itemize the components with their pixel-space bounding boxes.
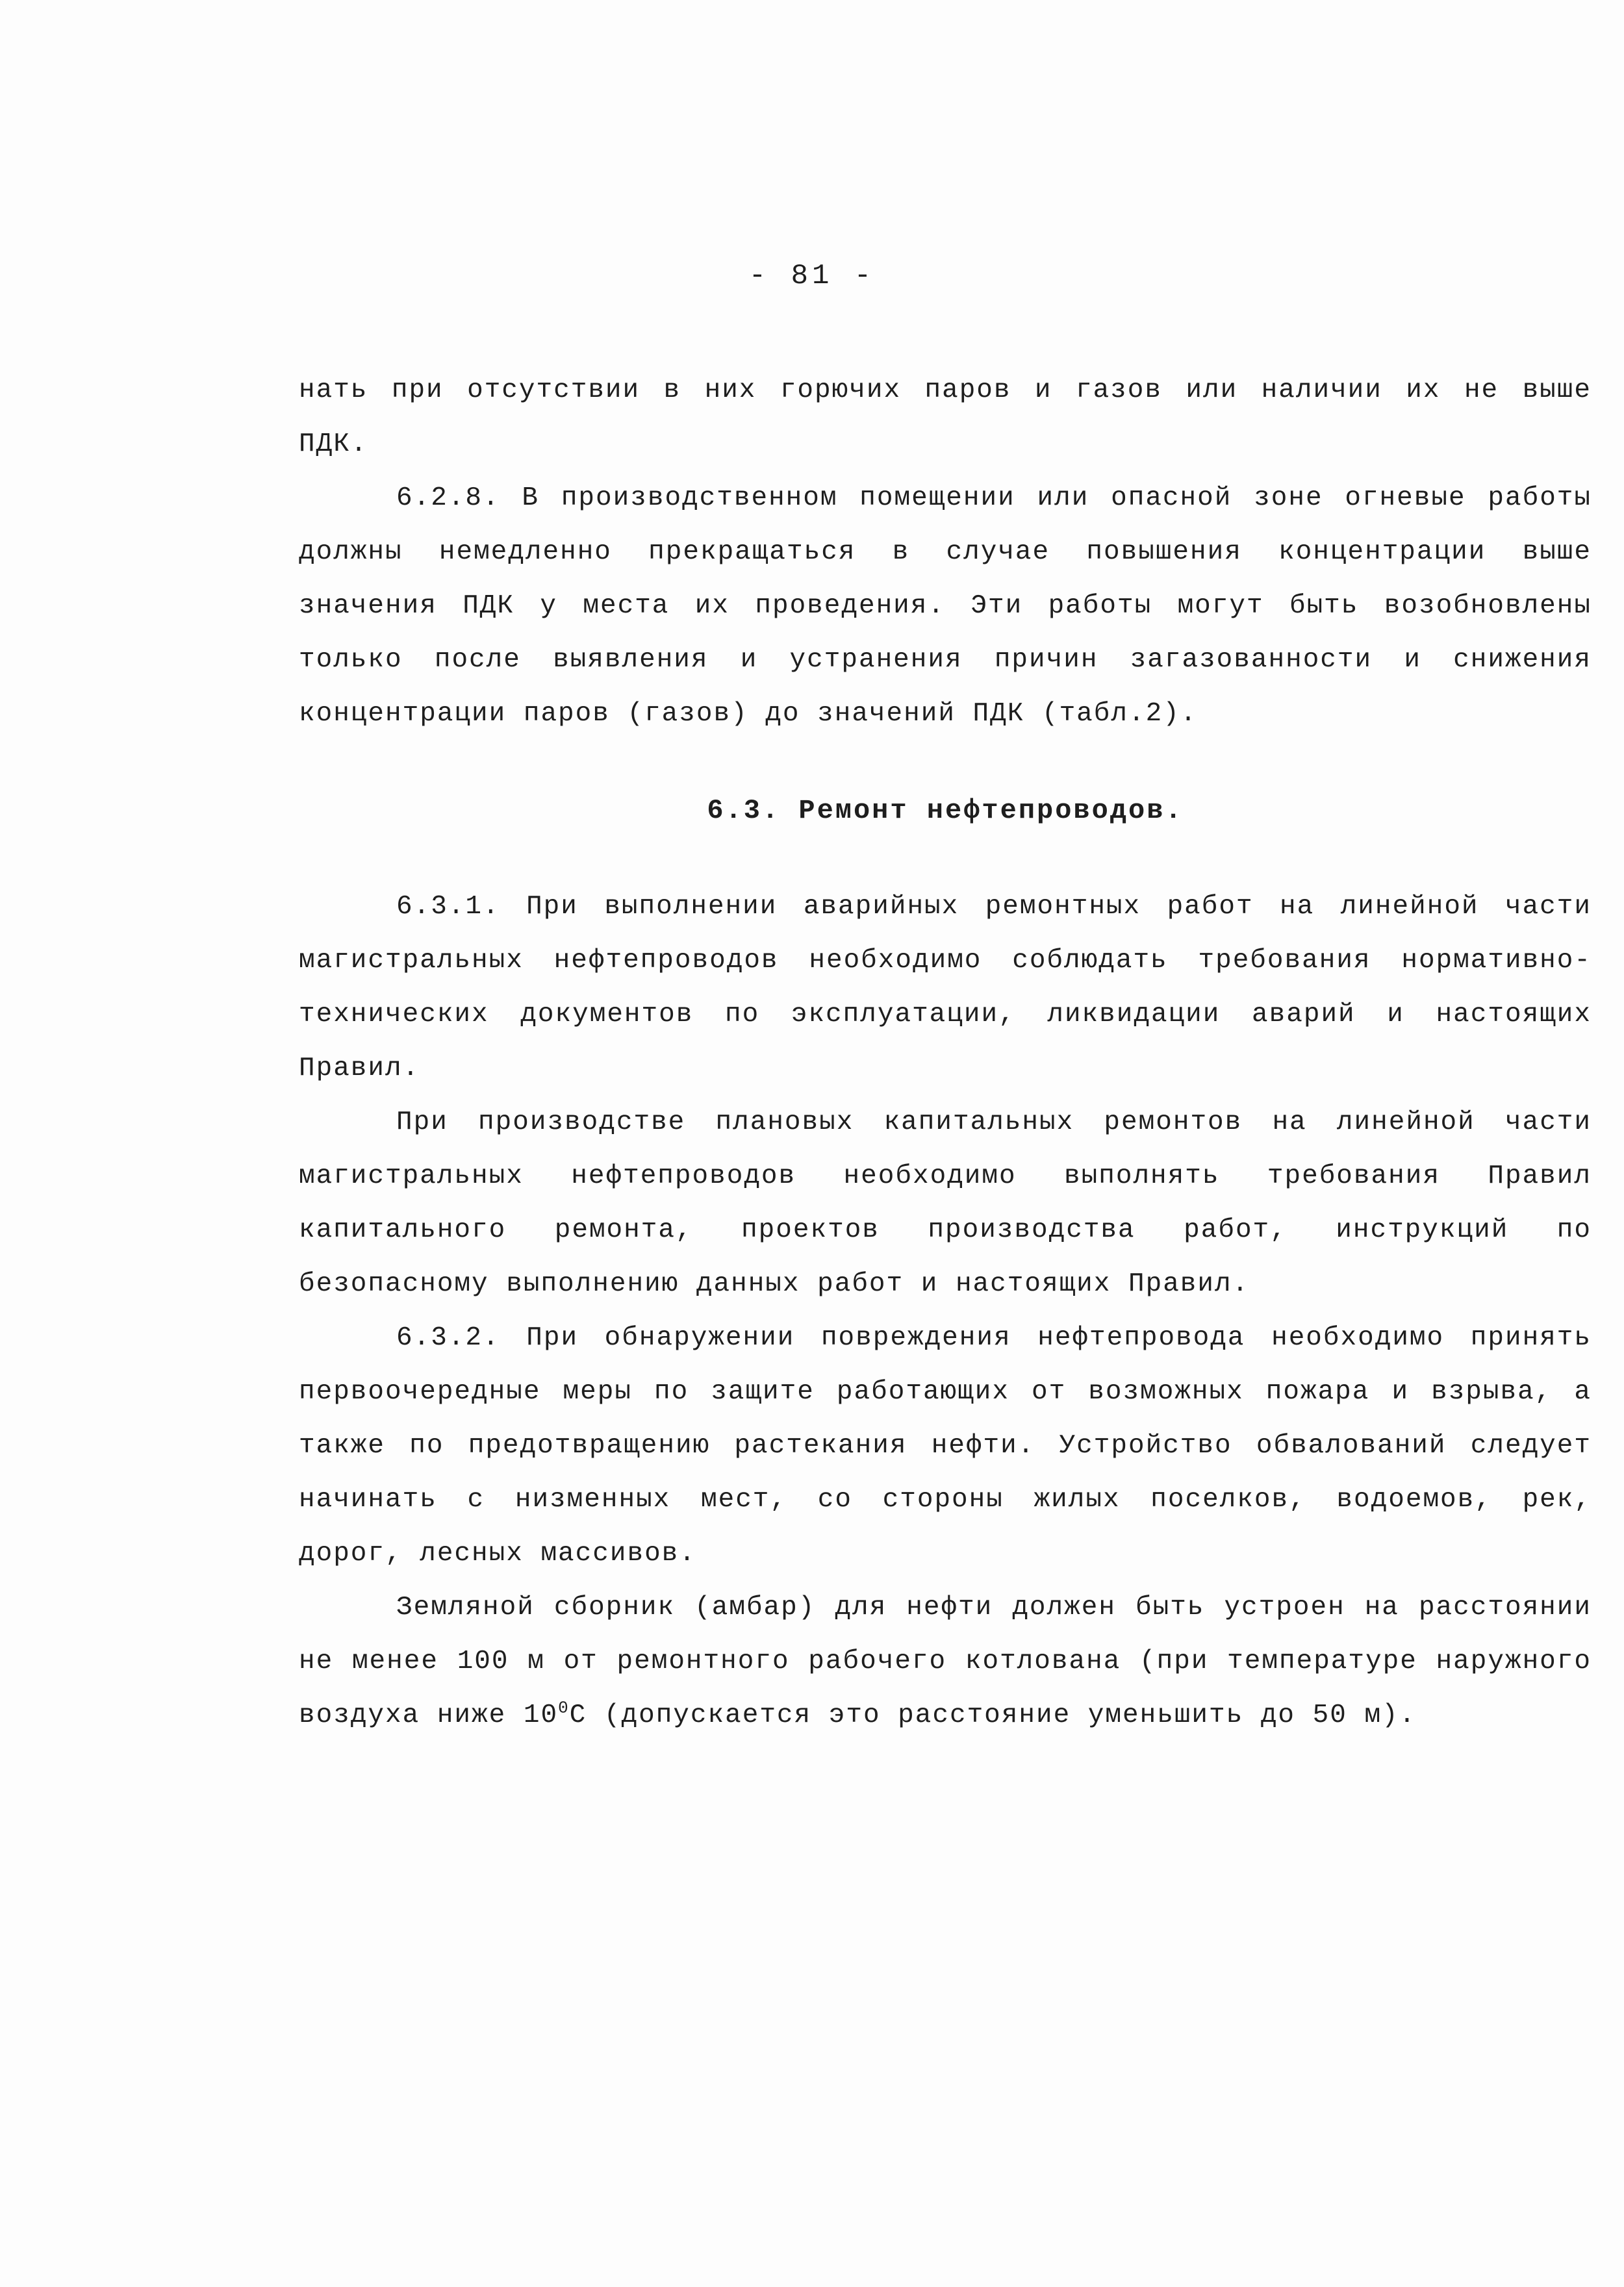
paragraph-text-part: Земляной сборник (амбар) для нефти должен быть устроен на расстоянии не менее 100 м от ремонтного рабочего котлована (при температуре наружного воздуха ниже 10 <box>299 1593 1592 1730</box>
paragraph-earthen-collector <box>299 1581 1592 1743</box>
spacer <box>299 826 1592 880</box>
paragraph-6-2-8: 6.2.8. В производственном помещении или опасной зоне огневые работы должны немедленно прекращаться в случае повышения концентрации выше значения ПДК у места их проведения. Эти работы могут быть возобновлены только после выявления и устранения причин загазованности и снижения концентрации паров (газов) до значений ПДК (табл.2). <box>299 483 1592 729</box>
superscript-degree: 0 <box>558 1698 570 1718</box>
paragraph-planned-repairs: При производстве плановых капитальных ремонтов на линейной части магистральных нефтепроводов необходимо выполнять требования Правил капитального ремонта, проектов производства работ, инструкций по безопасному выполнению данных работ и настоящих Правил. <box>299 1107 1592 1299</box>
paragraph-text-part: С (допускается это расстояние уменьшить до 50 м). <box>569 1700 1417 1730</box>
paragraph-6-3-1: 6.3.1. При выполнении аварийных ремонтных работ на линейной части магистральных нефтепроводов необходимо соблюдать требования нормативно-технических документов по эксплуатации, ликвидации аварий и настоящих Правил. <box>299 892 1592 1083</box>
section-heading-6-3: 6.3. Ремонт нефтепроводов. <box>707 795 1184 826</box>
spacer <box>299 741 1592 795</box>
document-body <box>299 364 1592 1743</box>
paragraph-continuation: нать при отсутствии в них горючих паров и газов или наличии их не выше ПДК. <box>299 375 1592 459</box>
paragraph-6-3-2: 6.3.2. При обнаружении повреждения нефтепровода необходимо принять первоочередные меры по защите работающих от возможных пожара и взрыва, а также по предотвращению растекания нефти. Устройство обвалований следует начинать с низменных мест, со стороны жилых поселков, водоемов, рек, дорог, лесных массивов. <box>299 1323 1592 1569</box>
page-number: - 81 - <box>748 260 876 292</box>
